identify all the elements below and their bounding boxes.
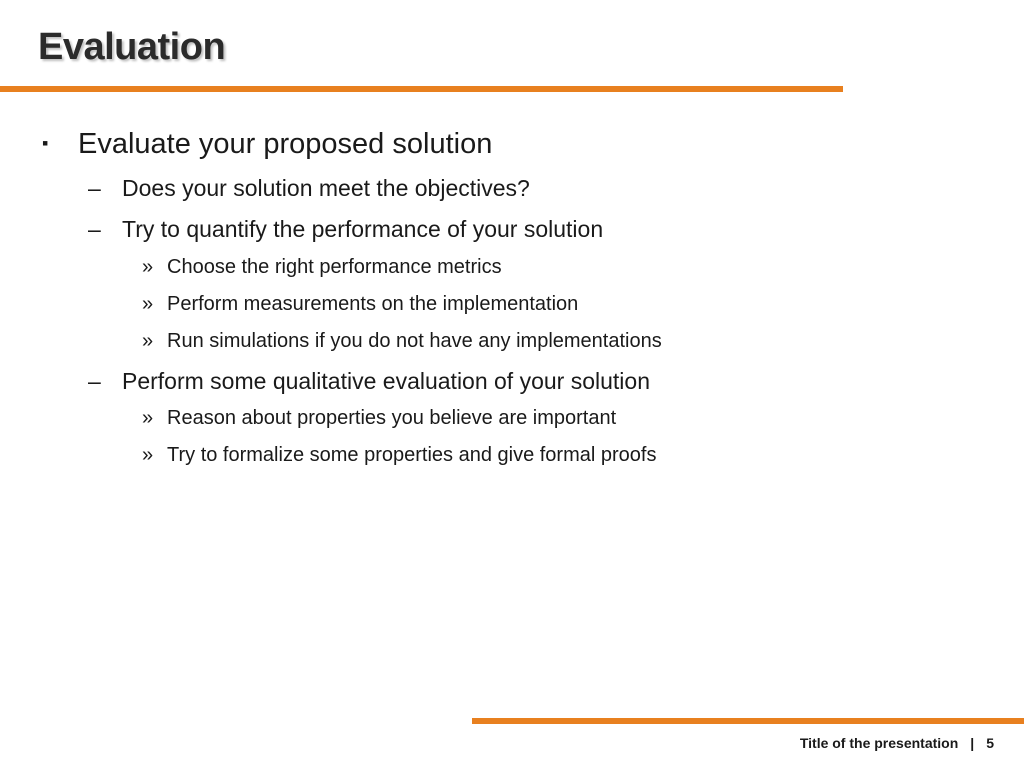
bullet-level1 bbox=[42, 128, 492, 161]
bullet-text: Try to quantify the performance of your solution bbox=[122, 216, 604, 242]
chevron-bullet-icon: » bbox=[142, 444, 154, 466]
footer-rule bbox=[472, 718, 1024, 724]
footer-separator: | bbox=[970, 735, 975, 751]
bullet-text: Perform some qualitative evaluation of your solution bbox=[122, 368, 651, 394]
chevron-bullet-icon: » bbox=[142, 407, 154, 429]
bullet-level3 bbox=[142, 407, 616, 430]
bullet-text: Evaluate your proposed solution bbox=[78, 128, 493, 160]
bullet-text: Perform measurements on the implementation bbox=[167, 293, 579, 315]
bullet-text: Choose the right performance metrics bbox=[167, 256, 502, 278]
dash-bullet-icon: – bbox=[88, 368, 101, 394]
slide-footer bbox=[800, 735, 994, 751]
page-number: 5 bbox=[986, 735, 994, 751]
chevron-bullet-icon: » bbox=[142, 256, 154, 278]
bullet-level3 bbox=[142, 293, 578, 316]
bullet-text: Does your solution meet the objectives? bbox=[122, 175, 530, 201]
bullet-level3 bbox=[142, 444, 656, 467]
dash-bullet-icon: – bbox=[88, 216, 101, 242]
bullet-level3 bbox=[142, 330, 662, 353]
bullet-text: Try to formalize some properties and give formal proofs bbox=[167, 444, 657, 466]
footer-presentation-title: Title of the presentation bbox=[799, 735, 959, 751]
bullet-level3 bbox=[142, 256, 502, 279]
slide-title: Evaluation bbox=[38, 26, 226, 68]
chevron-bullet-icon: » bbox=[142, 330, 154, 352]
bullet-level2 bbox=[88, 368, 650, 395]
bullet-level2 bbox=[88, 175, 530, 202]
title-underline-rule bbox=[0, 86, 843, 92]
bullet-level2 bbox=[88, 216, 603, 243]
bullet-text: Run simulations if you do not have any implementations bbox=[167, 330, 662, 352]
bullet-text: Reason about properties you believe are important bbox=[167, 407, 617, 429]
square-bullet-icon: ▪ bbox=[42, 133, 49, 153]
dash-bullet-icon: – bbox=[88, 175, 101, 201]
chevron-bullet-icon: » bbox=[142, 293, 154, 315]
